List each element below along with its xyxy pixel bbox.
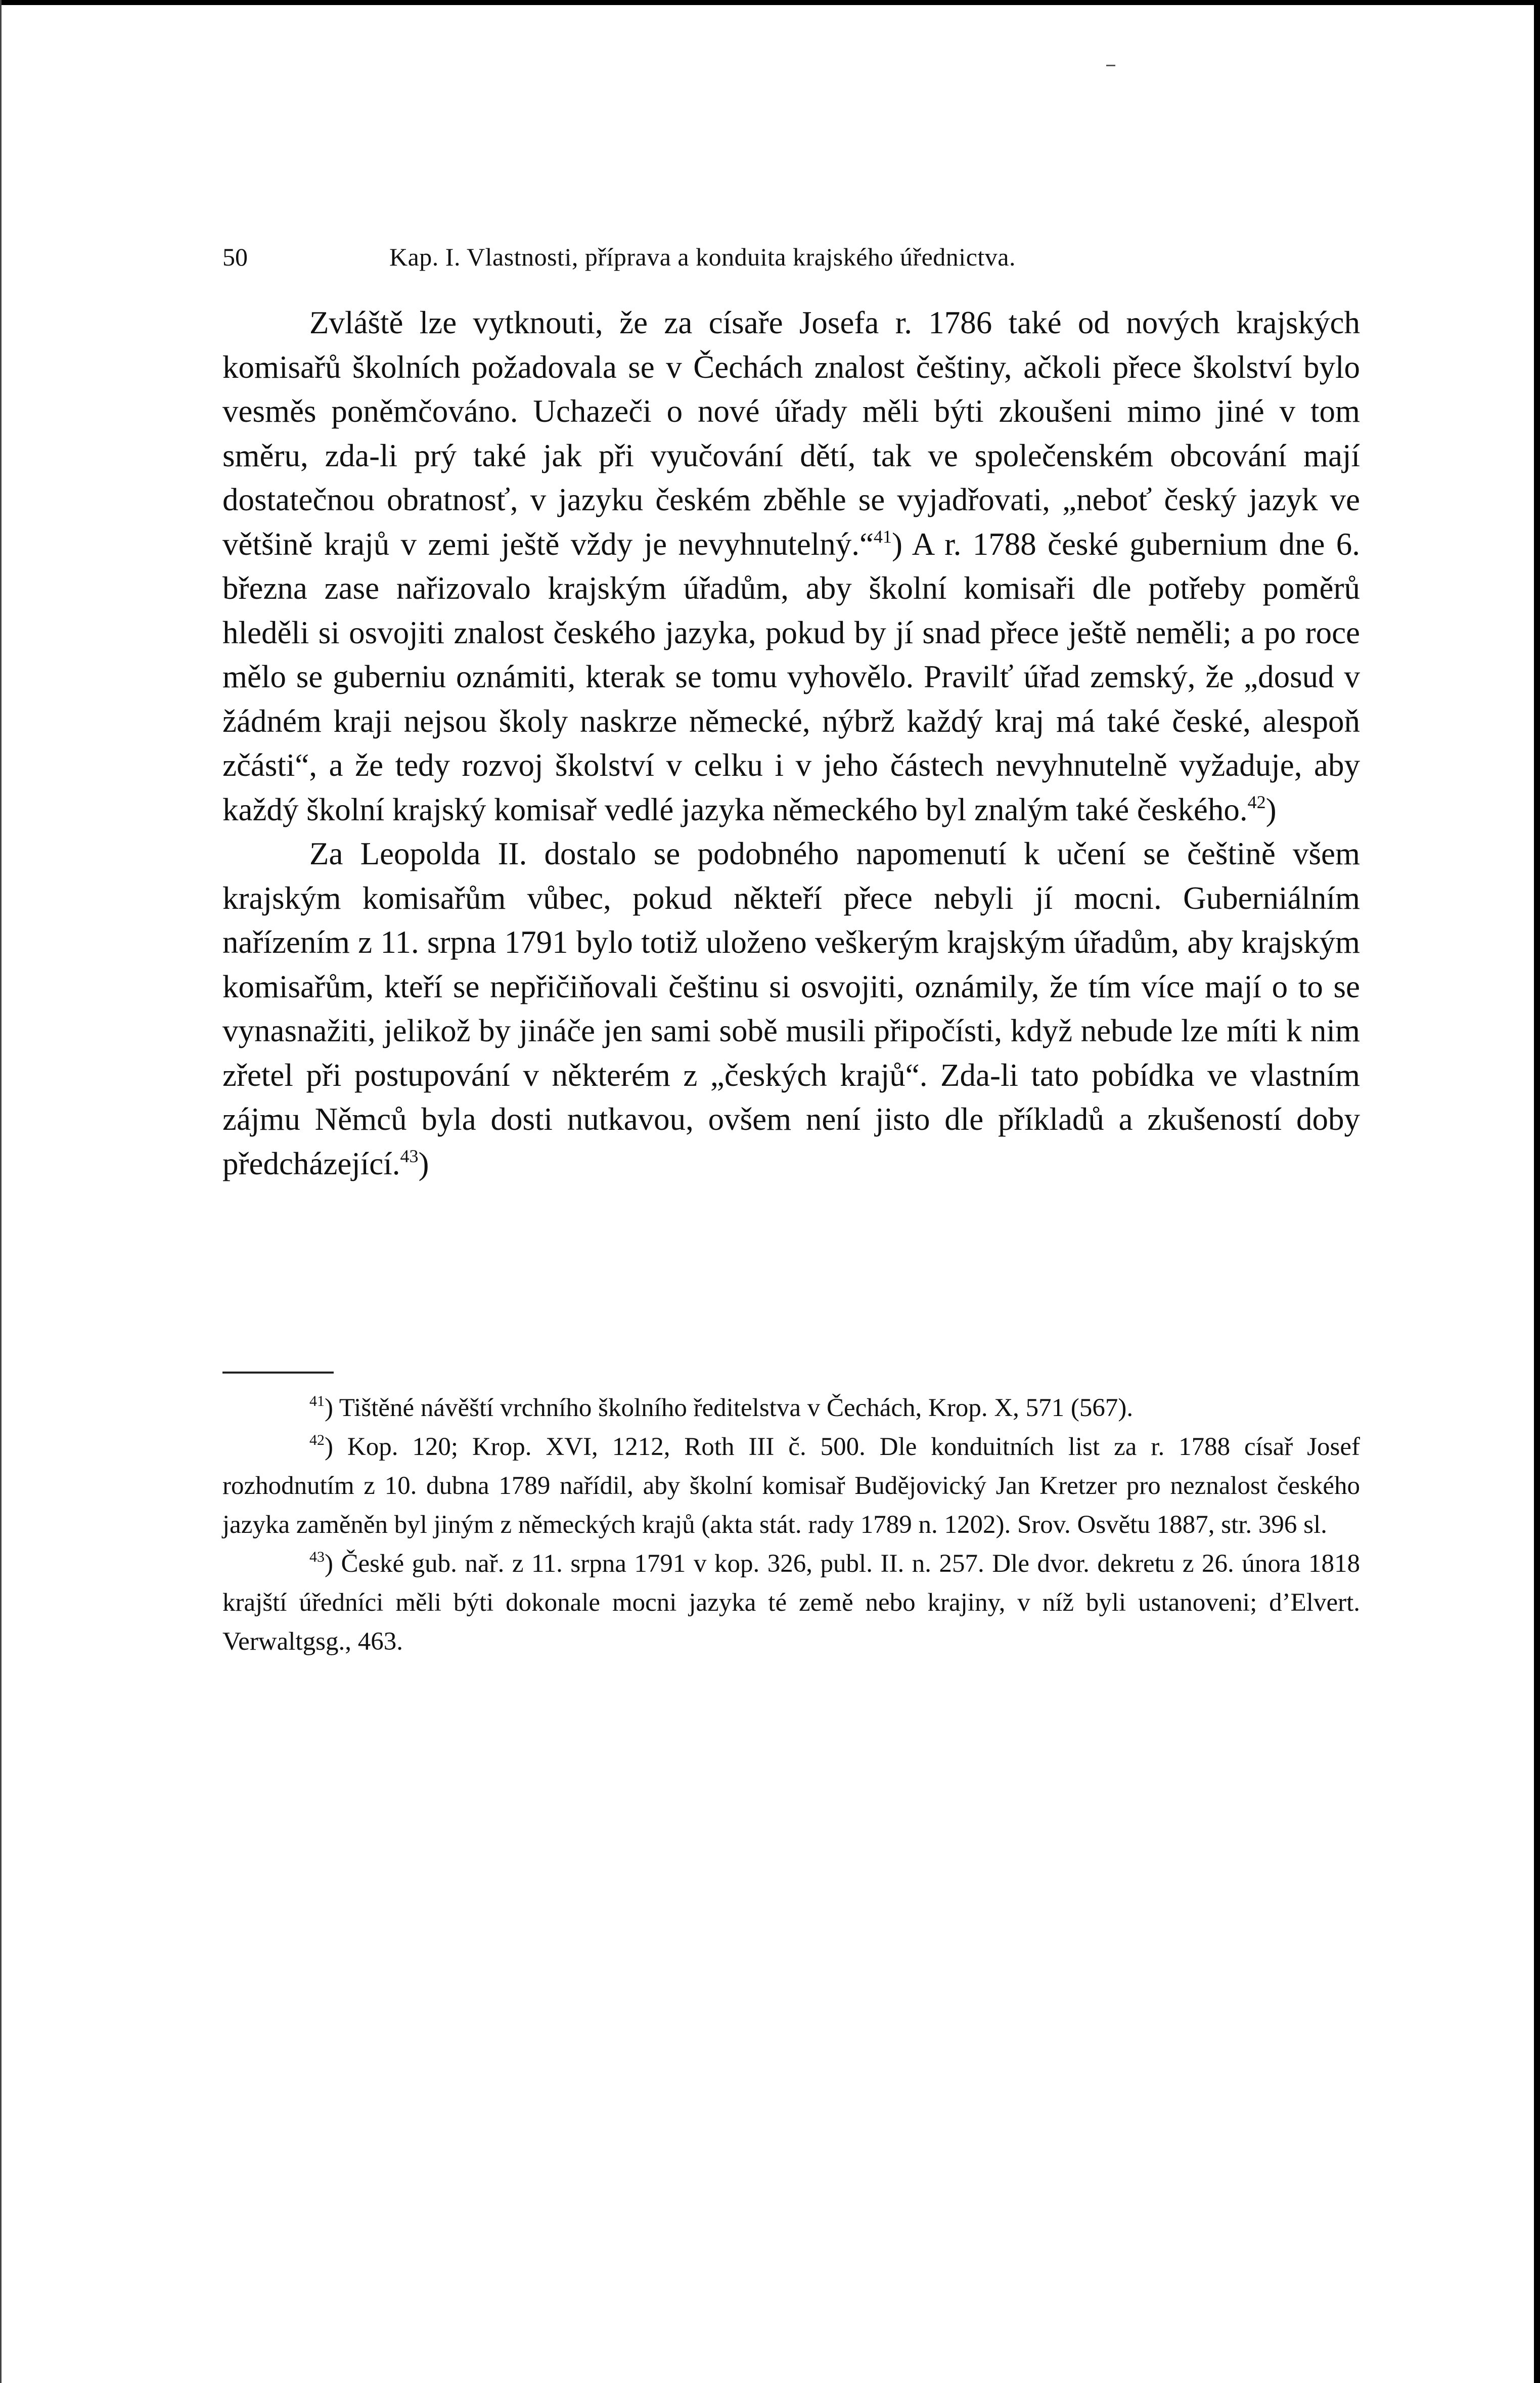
- scan-border-right: [1534, 0, 1540, 2383]
- footnotes: [222, 1389, 1360, 1661]
- paragraph-1-text-b: ) A r. 1788 české gubernium dne 6. března zase nařizovalo krajským úřadům, aby školní komisaři dle potřeby poměrů hleděli si osvojiti znalost českého jazyka, pokud by jí snad přece ještě neměli; a po roce mělo se guberniu oznámiti, kterak se tomu vyhovělo. Pravilť úřad zemský, že „dosud v žádném kraji nejsou školy naskrze německé, nýbrž každý kraj má také české, alespoň zčásti“, a že tedy rozvoj školství v celku i v jeho částech nevyhnutelně vyžaduje, aby každý školní krajský komisař vedlé jazyka německého byl znalým také českého.: [222, 526, 1360, 827]
- paragraph-1-text-a: Zvláště lze vytknouti, že za císaře Josefa r. 1786 také od nových krajských komisařů školních požadovala se v Čechách znalost češtiny, ačkoli přece školství bylo vesměs poněmčováno. Uchazeči o nové úřady měli býti zkoušeni mimo jiné v tom směru, zda-li prý také jak při vyučování dětí, tak ve společenském obcování mají dostatečnou obratnosť, v jazyku českém zběhle se vyjadřovati, „neboť český jazyk ve většině krajů v zemi ještě vždy je nevyhnutelný.“: [222, 305, 1360, 562]
- footnote-ref-43: 43: [400, 1145, 419, 1166]
- paragraph-2-text: Za Leopolda II. dostalo se podobného napomenutí k učení se češtině všem krajským komisařům vůbec, pokud někteří přece nebyli jí mocni. Guberniálním nařízením z 11. srpna 1791 bylo totiž uloženo veškerým krajským úřadům, aby krajským komisařům, kteří se nepřičiňovali češtinu si osvojiti, oznámily, že tím více mají o to se vynasnažiti, jelikož by jináče jen sami sobě musili připočísti, když nebude lze míti k nim zřetel při postupování v některém z „českých krajů“. Zda-li tato pobídka ve vlastním zájmu Němců byla dosti nutkavou, ovšem není jisto dle příkladů a zkušeností doby předcházející.: [222, 836, 1360, 1181]
- footnote-ref-42: 42: [1247, 791, 1266, 812]
- scan-border-top: [0, 0, 1540, 5]
- footnote-marker: 43: [309, 1549, 325, 1565]
- footnote-ref-41: 41: [874, 526, 892, 547]
- footnote-text: ) Kop. 120; Krop. XVI, 1212, Roth III č. 500. Dle konduitních list za r. 1788 císař Josef rozhodnutím z 10. dubna 1789 nařídil, aby školní komisař Budějovický Jan Kretzer pro neznalost českého jazyka zaměněn byl jiným z německých krajů (akta stát. rady 1789 n. 1202). Srov. Osvětu 1887, str. 396 sl.: [222, 1433, 1360, 1539]
- paragraph-1: [222, 301, 1360, 832]
- scan-border-left: [0, 0, 2, 2383]
- paragraph-2: [222, 832, 1360, 1186]
- scan-speck: [1106, 65, 1115, 66]
- running-title: Kap. I. Vlastnosti, příprava a konduita krajského úřednictva.: [389, 243, 1016, 271]
- footnote-marker: 42: [309, 1432, 325, 1448]
- footnote-41: [222, 1389, 1360, 1428]
- footnote-43: [222, 1544, 1360, 1661]
- footnote-text: ) České gub. nař. z 11. srpna 1791 v kop. 326, publ. II. n. 257. Dle dvor. dekretu z 26. února 1818 krajští úředníci měli býti dokonale mocni jazyka té země nebo krajiny, v níž byli ustanoveni; d’Elvert. Verwaltgsg., 463.: [222, 1550, 1360, 1656]
- paragraph-2-text-end: ): [418, 1145, 429, 1181]
- footnote-divider: [222, 1372, 334, 1374]
- main-text: [222, 301, 1360, 1186]
- footnote-42: [222, 1428, 1360, 1544]
- footnote-marker: 41: [309, 1393, 325, 1409]
- footnote-text: ) Tištěné návěští vrchního školního ředitelstva v Čechách, Krop. X, 571 (567).: [325, 1394, 1134, 1422]
- page-header: [222, 237, 1360, 277]
- page-number: 50: [222, 243, 248, 271]
- paragraph-1-text-c: ): [1265, 791, 1277, 827]
